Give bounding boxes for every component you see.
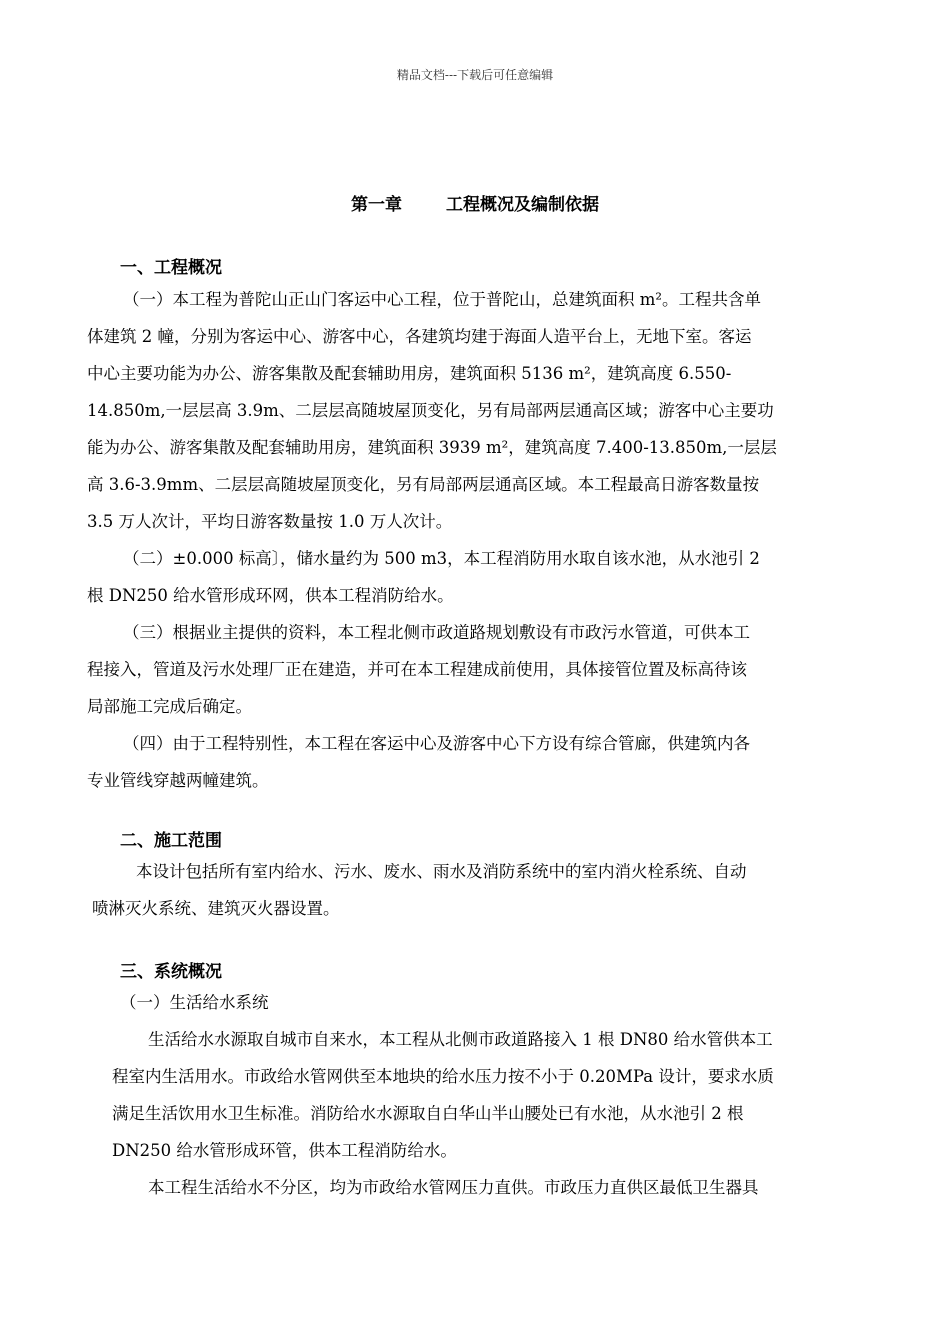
text-line: 根 DN250 给水管形成环网，供本工程消防给水。 [87, 586, 454, 605]
chapter-name: 工程概况及编制依据 [446, 195, 599, 215]
paragraph-water-supply-1 [112, 1021, 864, 1169]
text-line: 14.850m,一层层高 3.9m、二层层高随坡屋顶变化，另有局部两层通高区域；游客中心主要功 [87, 401, 774, 420]
header-note: 精品文档---下载后可任意编辑 [396, 68, 554, 82]
text-line: （四）由于工程特别性，本工程在客运中心及游客中心下方设有综合管廊，供建筑内各 [123, 734, 750, 753]
text-line: DN250 给水管形成环管，供本工程消防给水。 [112, 1141, 457, 1160]
text-line: 中心主要功能为办公、游客集散及配套辅助用房，建筑面积 5136 m²，建筑高度 6.550- [87, 364, 732, 383]
section-heading-scope: 二、施工范围 [120, 831, 222, 851]
paragraph-overview-4 [87, 725, 862, 799]
text-line: 体建筑 2 幢，分别为客运中心、游客中心，各建筑均建于海面人造平台上，无地下室。客运 [87, 327, 752, 346]
text-line: 3.5 万人次计，平均日游客数量按 1.0 万人次计。 [87, 512, 453, 531]
section-heading-overview: 一、工程概况 [120, 258, 222, 278]
section-heading-system: 三、系统概况 [120, 962, 222, 982]
text-line: 局部施工完成后确定。 [87, 697, 252, 716]
paragraph-overview-2 [87, 540, 862, 614]
text-line: （二）±0.000 标高〕，储水量约为 500 m3，本工程消防用水取自该水池，从水池引 2 [123, 549, 760, 568]
paragraph-overview-1 [87, 281, 862, 540]
text-line: 喷淋灭火系统、建筑灭火器设置。 [92, 899, 340, 918]
paragraph-overview-3 [87, 614, 862, 725]
text-line: （三）根据业主提供的资料，本工程北侧市政道路规划敷设有市政污水管道，可供本工 [123, 623, 750, 642]
text-line: （一）本工程为普陀山正山门客运中心工程，位于普陀山，总建筑面积 m²。工程共含单 [123, 290, 762, 309]
text-line: 满足生活饮用水卫生标准。消防给水水源取自白华山半山腰处已有水池，从水池引 2 根 [112, 1104, 744, 1123]
text-line: 本工程生活给水不分区，均为市政给水管网压力直供。市政压力直供区最低卫生器具 [148, 1178, 759, 1197]
chapter-number: 第一章 [351, 195, 402, 215]
text-line: 专业管线穿越两幢建筑。 [87, 771, 269, 790]
text-line: 本设计包括所有室内给水、污水、废水、雨水及消防系统中的室内消火栓系统、自动 [136, 862, 747, 881]
paragraph-scope [92, 853, 867, 927]
text-line: 生活给水水源取自城市自来水，本工程从北侧市政道路接入 1 根 DN80 给水管供本工 [148, 1030, 773, 1049]
text-line: 程室内生活用水。市政给水管网供至本地块的给水压力按不小于 0.20MPa 设计，要求水质 [112, 1067, 774, 1086]
text-line: 程接入，管道及污水处理厂正在建造，并可在本工程建成前使用，具体接管位置及标高待该 [87, 660, 747, 679]
text-line: 能为办公、游客集散及配套辅助用房，建筑面积 3939 m²，建筑高度 7.400-13.850m,一层层 [87, 438, 777, 457]
subsection-water-supply: （一）生活给水系统 [120, 993, 269, 1012]
chapter-title [0, 190, 950, 215]
text-line: 高 3.6-3.9mm、二层层高随坡屋顶变化，另有局部两层通高区域。本工程最高日游客数量按 [87, 475, 760, 494]
paragraph-water-supply-2 [112, 1169, 864, 1206]
